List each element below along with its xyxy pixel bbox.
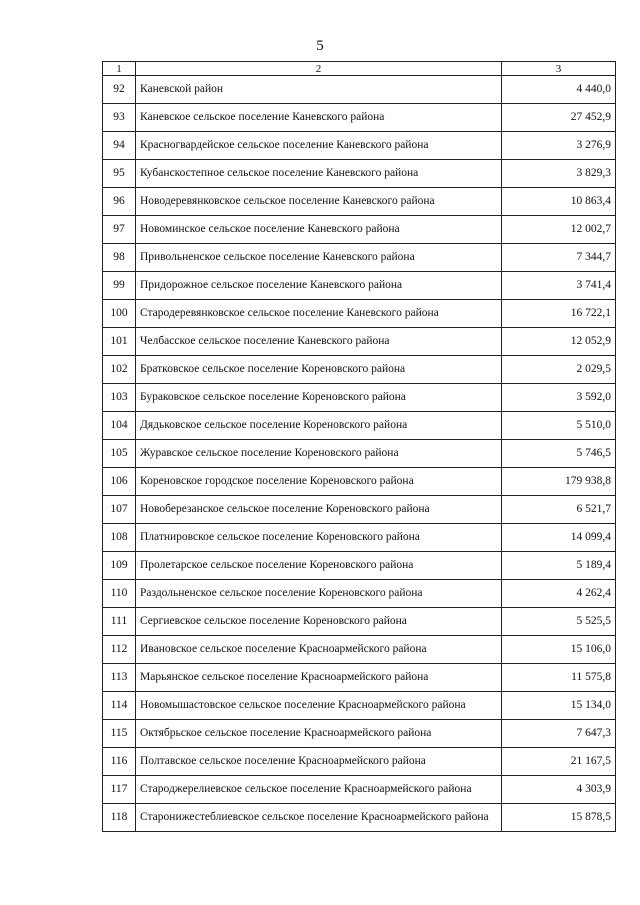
row-amount: 3 741,4 — [502, 272, 616, 300]
row-amount: 5 189,4 — [502, 552, 616, 580]
row-number: 118 — [103, 804, 136, 832]
table-row — [103, 384, 616, 412]
row-municipality-name: Братковское сельское поселение Кореновского района — [136, 356, 502, 384]
table-row — [103, 776, 616, 804]
row-amount: 2 029,5 — [502, 356, 616, 384]
row-amount: 15 878,5 — [502, 804, 616, 832]
table-row — [103, 356, 616, 384]
table-row — [103, 636, 616, 664]
row-municipality-name: Староджерелиевское сельское поселение Красноармейского района — [136, 776, 502, 804]
page-number: 5 — [316, 38, 324, 54]
row-amount: 16 722,1 — [502, 300, 616, 328]
row-municipality-name: Октябрьское сельское поселение Красноармейского района — [136, 720, 502, 748]
row-municipality-name: Полтавское сельское поселение Красноармейского района — [136, 748, 502, 776]
row-amount: 3 829,3 — [502, 160, 616, 188]
row-number: 98 — [103, 244, 136, 272]
row-number: 107 — [103, 496, 136, 524]
row-number: 106 — [103, 468, 136, 496]
allocation-table — [102, 61, 616, 832]
row-amount: 4 303,9 — [502, 776, 616, 804]
row-amount: 11 575,8 — [502, 664, 616, 692]
row-number: 102 — [103, 356, 136, 384]
row-municipality-name: Кореновское городское поселение Кореновского района — [136, 468, 502, 496]
row-number: 92 — [103, 76, 136, 104]
row-amount: 5 525,5 — [502, 608, 616, 636]
table-row — [103, 160, 616, 188]
row-municipality-name: Челбасское сельское поселение Каневского района — [136, 328, 502, 356]
row-municipality-name: Старонижестеблиевское сельское поселение Красноармейского района — [136, 804, 502, 832]
table-row — [103, 524, 616, 552]
row-municipality-name: Придорожное сельское поселение Каневского района — [136, 272, 502, 300]
row-municipality-name: Платнировское сельское поселение Кореновского района — [136, 524, 502, 552]
row-number: 105 — [103, 440, 136, 468]
table-header-row — [103, 62, 616, 76]
row-municipality-name: Каневское сельское поселение Каневского района — [136, 104, 502, 132]
column-header-name: 2 — [136, 62, 502, 76]
row-number: 93 — [103, 104, 136, 132]
table-row — [103, 608, 616, 636]
row-amount: 27 452,9 — [502, 104, 616, 132]
row-amount: 12 002,7 — [502, 216, 616, 244]
row-amount: 3 592,0 — [502, 384, 616, 412]
row-municipality-name: Новодеревянковское сельское поселение Каневского района — [136, 188, 502, 216]
row-number: 99 — [103, 272, 136, 300]
table-row — [103, 244, 616, 272]
row-number: 116 — [103, 748, 136, 776]
table-body — [103, 62, 616, 832]
row-amount: 179 938,8 — [502, 468, 616, 496]
table-row — [103, 132, 616, 160]
row-amount: 5 510,0 — [502, 412, 616, 440]
table-row — [103, 104, 616, 132]
row-municipality-name: Ивановское сельское поселение Красноармейского района — [136, 636, 502, 664]
table-row — [103, 720, 616, 748]
table-row — [103, 748, 616, 776]
table-row — [103, 552, 616, 580]
row-municipality-name: Журавское сельское поселение Кореновского района — [136, 440, 502, 468]
row-number: 96 — [103, 188, 136, 216]
row-number: 95 — [103, 160, 136, 188]
row-amount: 6 521,7 — [502, 496, 616, 524]
table-row — [103, 692, 616, 720]
row-municipality-name: Дядьковское сельское поселение Кореновского района — [136, 412, 502, 440]
row-number: 113 — [103, 664, 136, 692]
table-row — [103, 188, 616, 216]
row-amount: 15 106,0 — [502, 636, 616, 664]
row-amount: 21 167,5 — [502, 748, 616, 776]
row-number: 101 — [103, 328, 136, 356]
row-municipality-name: Кубанскостепное сельское поселение Каневского района — [136, 160, 502, 188]
table-row — [103, 300, 616, 328]
table-row — [103, 804, 616, 832]
table-row — [103, 580, 616, 608]
row-number: 114 — [103, 692, 136, 720]
row-number: 108 — [103, 524, 136, 552]
row-number: 97 — [103, 216, 136, 244]
column-header-number: 1 — [103, 62, 136, 76]
row-municipality-name: Новоберезанское сельское поселение Кореновского района — [136, 496, 502, 524]
row-number: 111 — [103, 608, 136, 636]
column-header-value: 3 — [502, 62, 616, 76]
row-municipality-name: Марьянское сельское поселение Красноармейского района — [136, 664, 502, 692]
row-amount: 7 344,7 — [502, 244, 616, 272]
row-amount: 12 052,9 — [502, 328, 616, 356]
row-amount: 3 276,9 — [502, 132, 616, 160]
row-municipality-name: Каневской район — [136, 76, 502, 104]
row-number: 117 — [103, 776, 136, 804]
row-number: 100 — [103, 300, 136, 328]
table-row — [103, 440, 616, 468]
row-amount: 7 647,3 — [502, 720, 616, 748]
row-municipality-name: Бураковское сельское поселение Кореновского района — [136, 384, 502, 412]
row-amount: 4 440,0 — [502, 76, 616, 104]
row-municipality-name: Новомышастовское сельское поселение Красноармейского района — [136, 692, 502, 720]
row-number: 112 — [103, 636, 136, 664]
table-row — [103, 664, 616, 692]
row-amount: 15 134,0 — [502, 692, 616, 720]
row-number: 115 — [103, 720, 136, 748]
row-amount: 5 746,5 — [502, 440, 616, 468]
row-number: 103 — [103, 384, 136, 412]
row-municipality-name: Новоминское сельское поселение Каневского района — [136, 216, 502, 244]
row-amount: 4 262,4 — [502, 580, 616, 608]
row-number: 109 — [103, 552, 136, 580]
table-row — [103, 328, 616, 356]
row-municipality-name: Привольненское сельское поселение Каневского района — [136, 244, 502, 272]
table-row — [103, 468, 616, 496]
table-row — [103, 76, 616, 104]
table-row — [103, 496, 616, 524]
table-row — [103, 412, 616, 440]
row-municipality-name: Пролетарское сельское поселение Кореновского района — [136, 552, 502, 580]
row-municipality-name: Сергиевское сельское поселение Кореновского района — [136, 608, 502, 636]
row-amount: 10 863,4 — [502, 188, 616, 216]
row-municipality-name: Раздольненское сельское поселение Кореновского района — [136, 580, 502, 608]
row-amount: 14 099,4 — [502, 524, 616, 552]
row-number: 94 — [103, 132, 136, 160]
table-row — [103, 216, 616, 244]
row-number: 104 — [103, 412, 136, 440]
row-municipality-name: Красногвардейское сельское поселение Каневского района — [136, 132, 502, 160]
row-municipality-name: Стародеревянковское сельское поселение Каневского района — [136, 300, 502, 328]
row-number: 110 — [103, 580, 136, 608]
table-row — [103, 272, 616, 300]
